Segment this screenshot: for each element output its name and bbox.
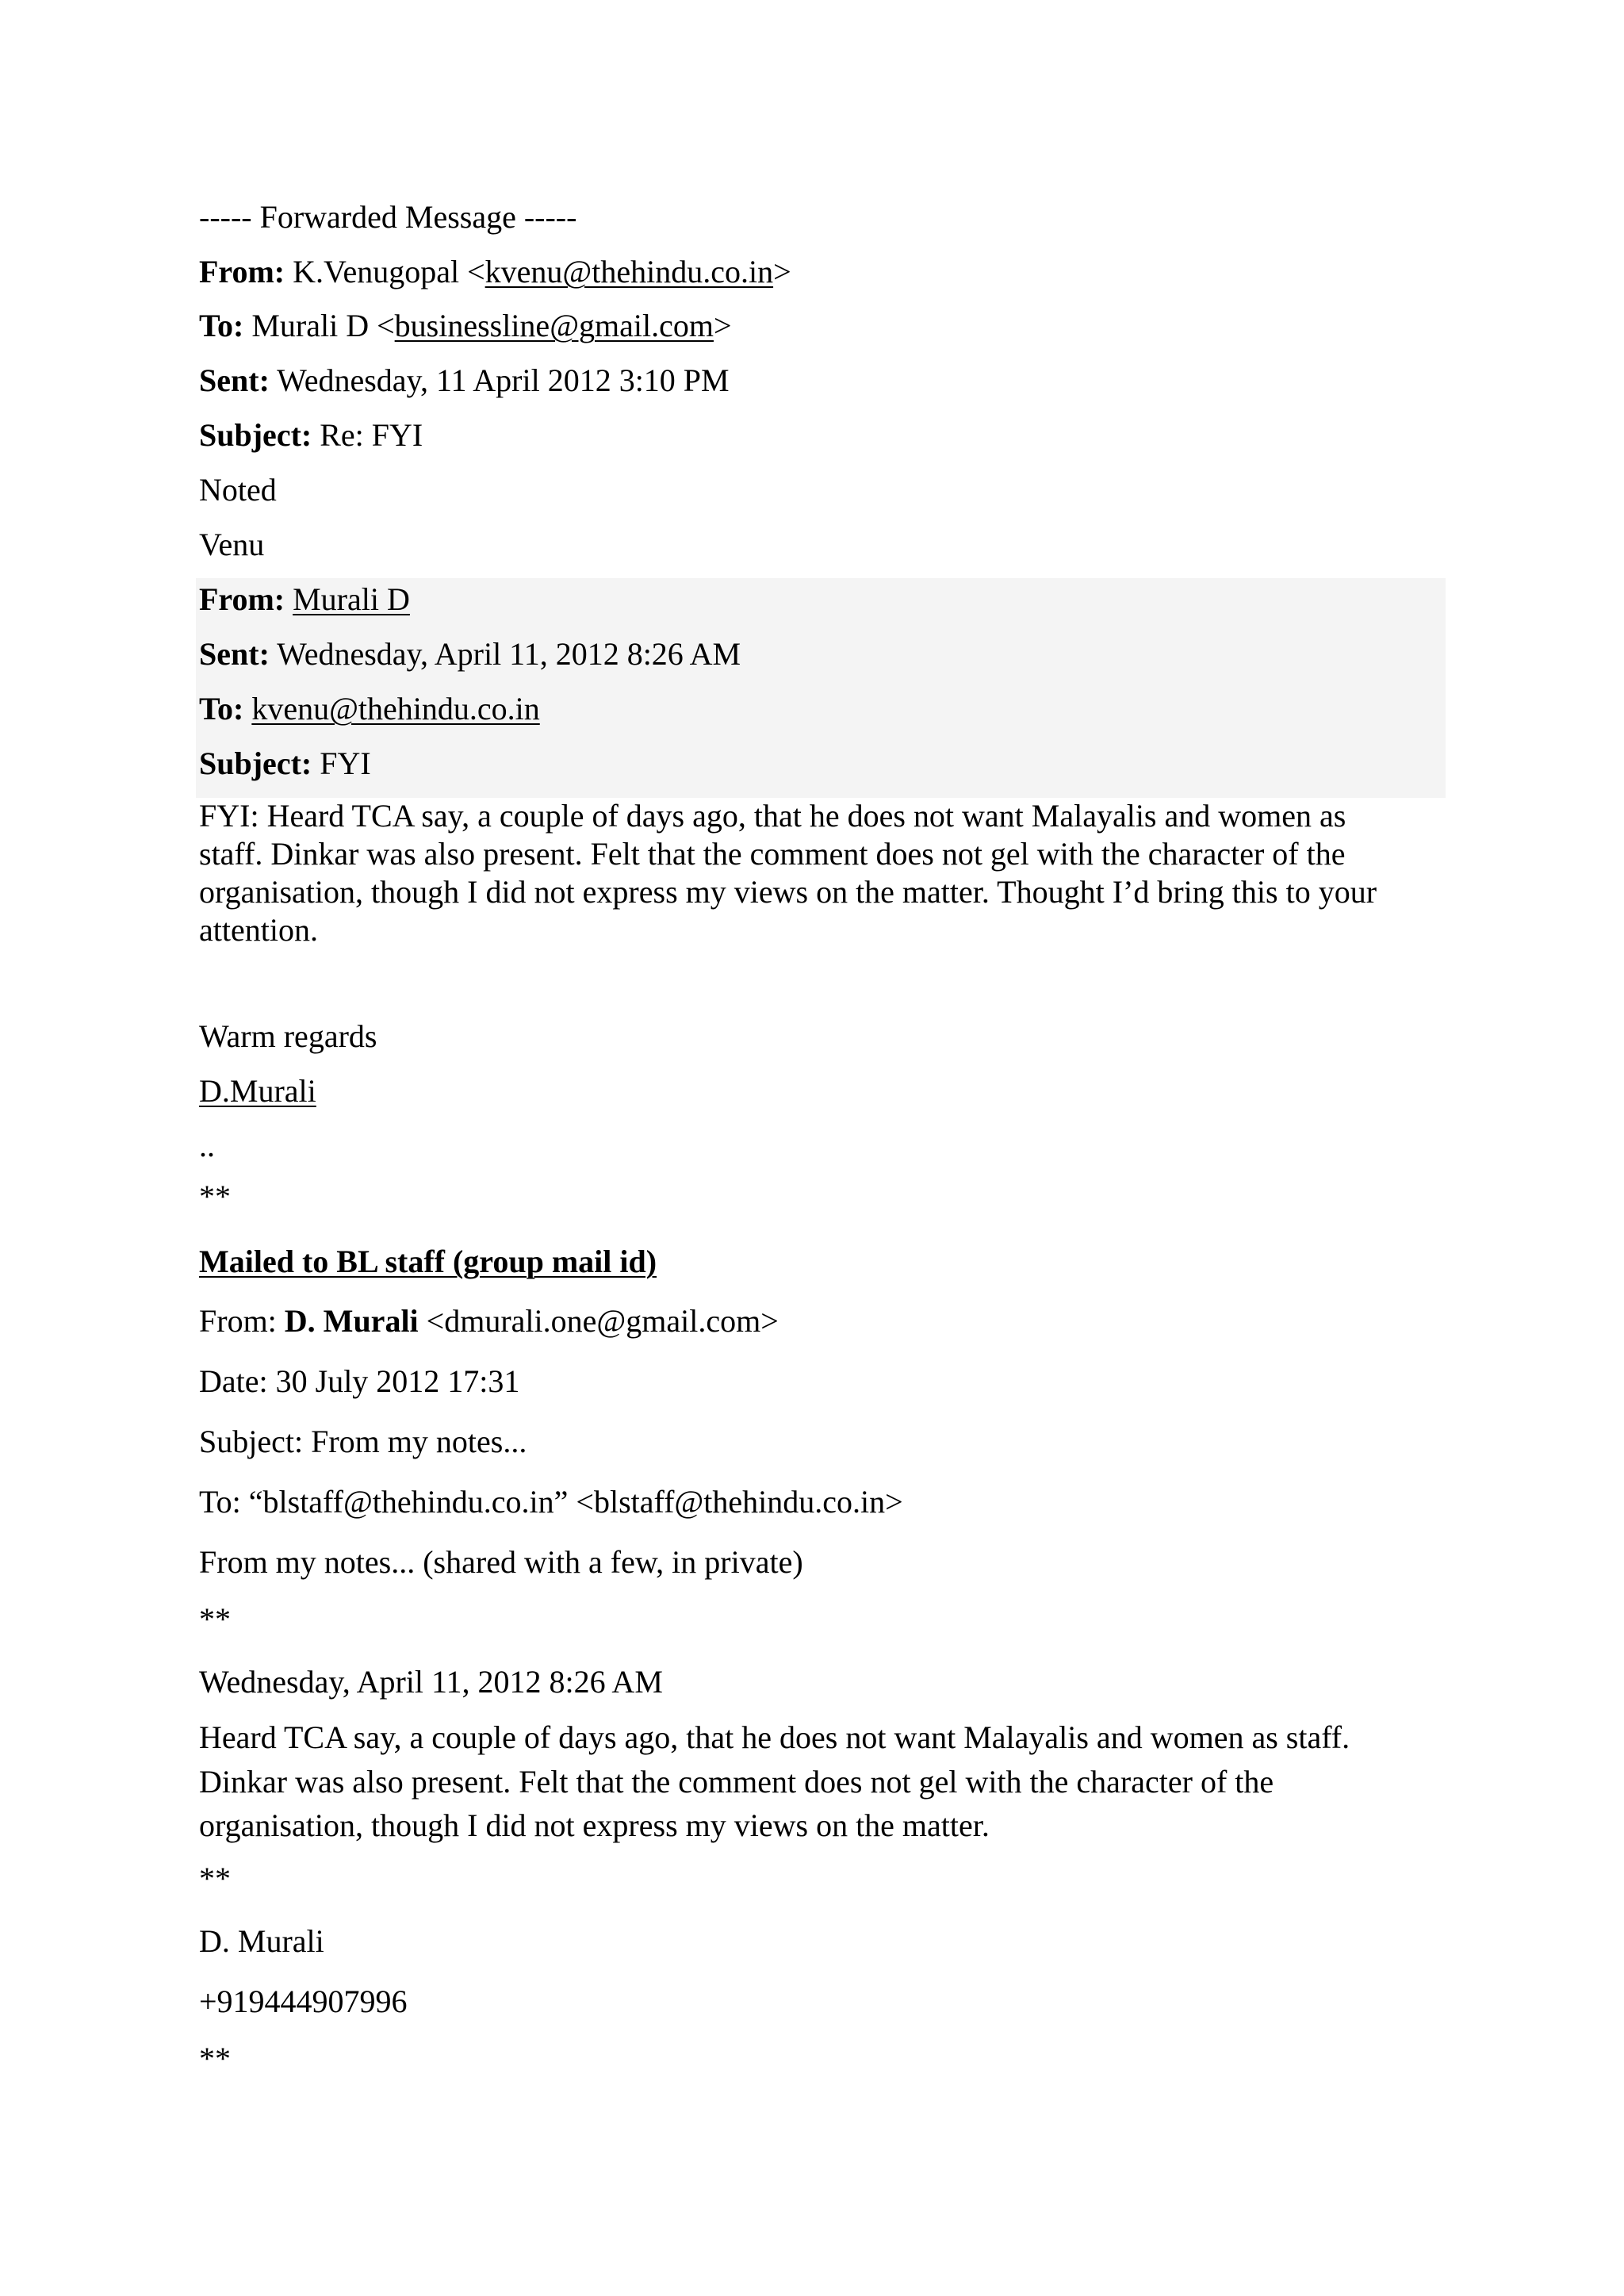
separator: **: [199, 1861, 231, 1896]
note-body-line: organisation, though I did not express my views on the matter.: [199, 1807, 990, 1843]
to-label: To:: [199, 308, 244, 343]
forward-to-line: [199, 307, 732, 345]
closing-text: Warm regards: [199, 1018, 377, 1054]
original-subject-line: [199, 745, 371, 783]
signature-link[interactable]: [199, 1072, 316, 1110]
original-subject-value: FYI: [320, 746, 371, 781]
to-name: Murali D <: [251, 308, 395, 343]
forwarded-message-header: ----- Forwarded Message -----: [199, 199, 577, 235]
original-sent-label: Sent:: [199, 636, 270, 672]
original-to-link[interactable]: kvenu@thehindu.co.in: [251, 691, 540, 726]
original-to-label: To:: [199, 691, 244, 726]
original-subject-label: Subject:: [199, 746, 312, 781]
group-mail-heading: Mailed to BL staff (group mail id): [199, 1244, 657, 1279]
forward-sent-line: [199, 362, 730, 400]
forward-body-signature: Venu: [199, 527, 265, 562]
group-to-line: To: “blstaff@thehindu.co.in” <blstaff@thehindu.co.in>: [199, 1484, 903, 1520]
separator: **: [199, 2041, 231, 2076]
from-label: From:: [199, 254, 285, 289]
original-sent-value: Wednesday, April 11, 2012 8:26 AM: [277, 636, 741, 672]
group-date-line: Date: 30 July 2012 17:31: [199, 1363, 520, 1399]
signature-name-line: D. Murali: [199, 1923, 324, 1959]
original-body-line: FYI: Heard TCA say, a couple of days ago, that he does not want Malayalis and women as: [199, 798, 1346, 834]
original-body-line: organisation, though I did not express my views on the matter. Thought I’d bring this to your: [199, 874, 1377, 910]
group-from-line: [199, 1302, 779, 1340]
from-name: K.Venugopal <: [293, 254, 485, 289]
original-to-line: [199, 690, 540, 728]
original-from-line: [199, 581, 410, 619]
separator: **: [199, 1601, 231, 1637]
sent-label: Sent:: [199, 362, 270, 398]
original-body-line: staff. Dinkar was also present. Felt that the comment does not gel with the character of the: [199, 836, 1346, 872]
separator: **: [199, 1179, 231, 1214]
note-date-line: Wednesday, April 11, 2012 8:26 AM: [199, 1664, 663, 1700]
original-body-line: attention.: [199, 912, 318, 948]
ellipsis-dots: ..: [199, 1128, 215, 1163]
note-body-line: Dinkar was also present. Felt that the comment does not gel with the character of the: [199, 1763, 1274, 1800]
group-from-name: D. Murali: [284, 1303, 419, 1339]
group-from-label: From:: [199, 1303, 285, 1339]
sent-value: Wednesday, 11 April 2012 3:10 PM: [277, 362, 730, 398]
from-close: >: [773, 254, 791, 289]
forward-body-noted: Noted: [199, 472, 277, 508]
group-intro-line: From my notes... (shared with a few, in private): [199, 1544, 803, 1580]
original-from-label: From:: [199, 581, 285, 617]
forward-from-line: [199, 253, 791, 291]
subject-label: Subject:: [199, 417, 312, 453]
from-email-link[interactable]: kvenu@thehindu.co.in: [485, 254, 774, 289]
subject-value: Re: FYI: [320, 417, 423, 453]
to-email-link[interactable]: businessline@gmail.com: [394, 308, 714, 343]
group-from-email: <dmurali.one@gmail.com>: [418, 1303, 779, 1339]
note-body: [199, 1715, 1436, 1848]
original-sent-line: [199, 635, 741, 673]
note-body-line: Heard TCA say, a couple of days ago, that he does not want Malayalis and women as staff.: [199, 1719, 1350, 1755]
signature-name[interactable]: D.Murali: [199, 1073, 316, 1109]
original-body: [199, 797, 1436, 949]
original-from-link[interactable]: Murali D: [293, 581, 410, 617]
group-subject-line: Subject: From my notes...: [199, 1424, 527, 1459]
forward-subject-line: [199, 416, 423, 454]
phone-number: +919444907996: [199, 1984, 408, 2019]
to-close: >: [713, 308, 732, 343]
